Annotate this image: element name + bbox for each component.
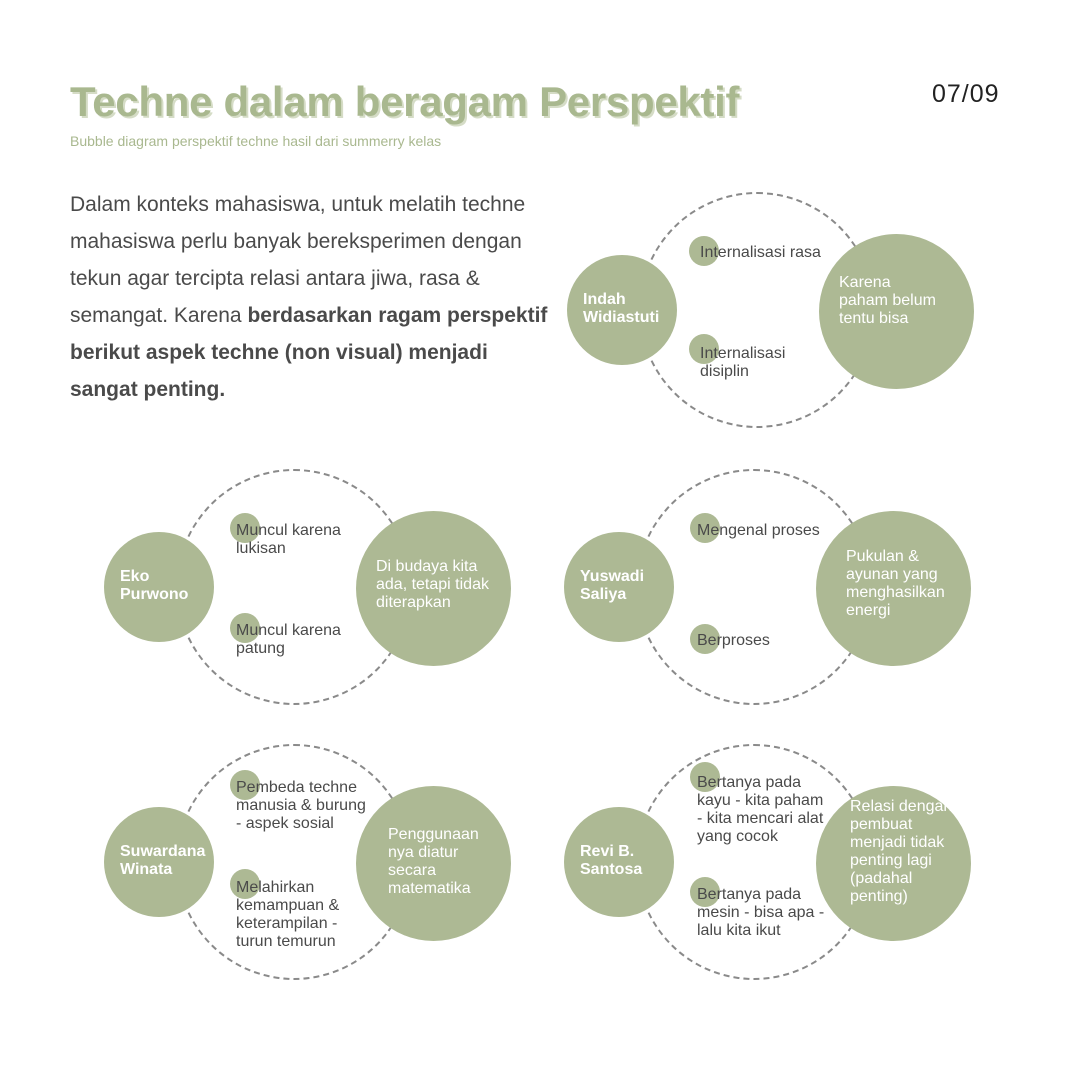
name-circle [564, 532, 674, 642]
intro-paragraph [70, 186, 550, 408]
point-text: Berproses [697, 632, 770, 649]
point-text: Muncul karena lukisan [236, 522, 341, 557]
conclusion-text: Relasi dengan pembuat menjadi tidak penting lagi (padahal penting) [850, 798, 953, 905]
conclusion-circle [356, 786, 511, 941]
point-text: Melahirkan kemampuan & keterampilan - turun temurun [236, 879, 340, 950]
conclusion-text: Penggunaan nya diatur secara matematika [388, 826, 479, 897]
name-circle [104, 532, 214, 642]
page-number: 07/09 [932, 80, 1000, 108]
point-text: Internalisasi rasa [700, 244, 821, 261]
page-title: Techne dalam beragam Perspektif [70, 78, 740, 125]
conclusion-text: Karena paham belum tentu bisa [839, 274, 936, 327]
conclusion-circle [356, 511, 511, 666]
conclusion-text: Pukulan & ayunan yang menghasilkan energi [846, 548, 945, 619]
intro-emphasis: berdasarkan ragam perspektif berikut aspek techne (non visual) menjadi sangat penting. [70, 304, 548, 401]
name-circle [567, 255, 677, 365]
point-text: Mengenal proses [697, 522, 820, 539]
point-text: Muncul karena patung [236, 622, 341, 657]
person-name: Yuswadi Saliya [580, 568, 645, 603]
point-text: Pembeda techne manusia & burung - aspek sosial [236, 779, 366, 832]
page-subtitle: Bubble diagram perspektif techne hasil dari summerry kelas [70, 133, 442, 149]
person-name: Eko Purwono [120, 568, 189, 603]
bubble-indah-widiastuti [567, 192, 977, 432]
point-text: Bertanya pada kayu - kita paham - kita mencari alat yang cocok [697, 774, 824, 845]
point-text: Bertanya pada mesin - bisa apa - lalu kita ikut [697, 886, 825, 939]
conclusion-circle [816, 511, 971, 666]
intro-text: Dalam konteks mahasiswa, untuk melatih techne mahasiswa perlu banyak bereksperimen dengan tekun agar tercipta relasi antara jiwa, rasa & semangat. Karena [70, 193, 526, 327]
bubble-revi-b-santosa [564, 744, 974, 984]
conclusion-text: Di budaya kita ada, tetapi tidak diterapkan [376, 558, 489, 611]
point-text: Internalisasi disiplin [700, 345, 786, 380]
bubble-yuswadi-saliya [564, 469, 974, 709]
name-circle [104, 807, 214, 917]
bubble-eko-purwono [104, 469, 514, 709]
person-name: Revi B. Santosa [580, 843, 643, 878]
person-name: Suwardana Winata [120, 843, 206, 878]
person-name: Indah Widiastuti [583, 291, 660, 326]
name-circle [564, 807, 674, 917]
conclusion-circle [819, 234, 974, 389]
conclusion-circle [816, 786, 971, 941]
bubble-suwardana-winata [104, 744, 514, 984]
